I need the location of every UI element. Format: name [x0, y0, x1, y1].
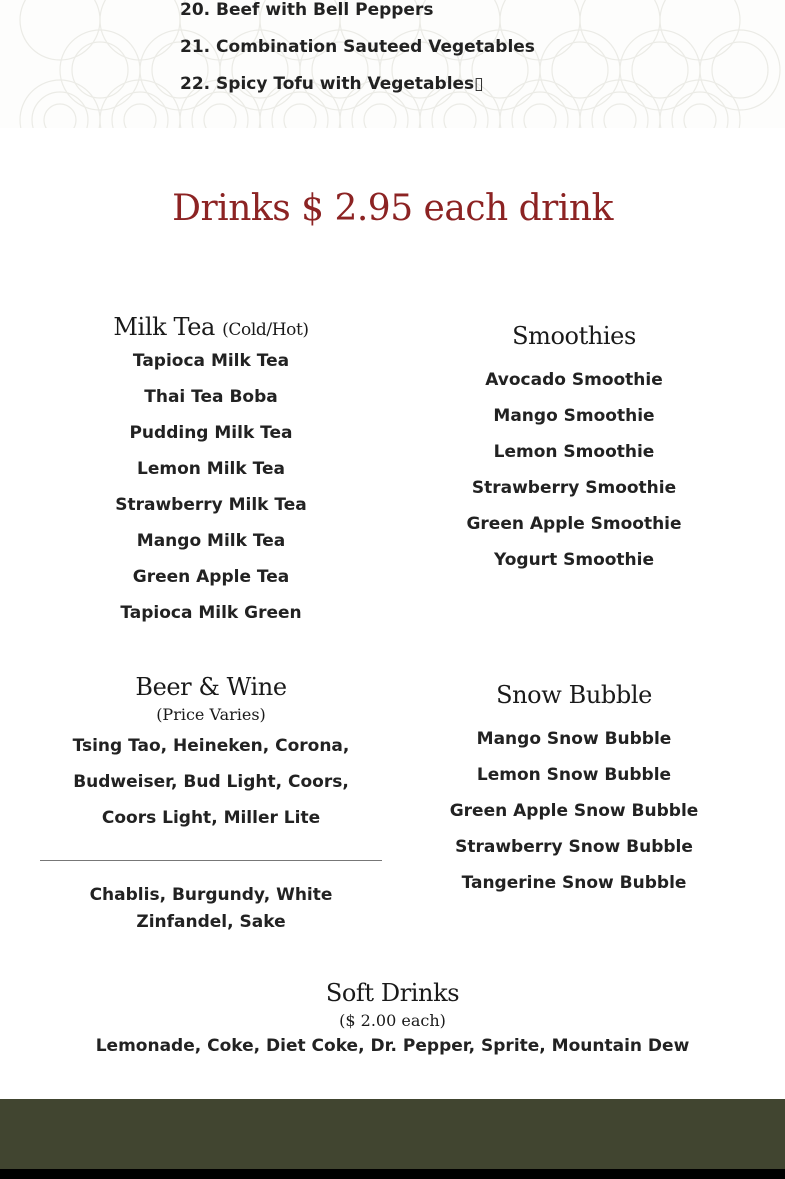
smoothies-list: [403, 362, 745, 578]
beer-wine-heading: Beer & Wine: [135, 673, 287, 701]
soft-drinks-note: ($ 2.00 each): [339, 1011, 446, 1030]
footer-bottom-bar: [0, 1169, 785, 1179]
menu-item: Tapioca Milk Green: [120, 603, 302, 623]
wine-section: [40, 882, 382, 936]
drinks-heading: Drinks $ 2.95 each drink: [172, 188, 613, 229]
menu-list-item: 21. Combination Sauteed Vegetables: [180, 37, 535, 57]
soft-drinks-section: [0, 979, 785, 1064]
beer-list: Tsing Tao, Heineken, Corona, Budweiser, Bud Light, Coors, Coors Light, Miller Lite: [72, 736, 350, 828]
menu-item: Lemon Snow Bubble: [476, 765, 672, 785]
menu-item: Avocado Smoothie: [485, 370, 663, 390]
snow-bubble-heading: Snow Bubble: [496, 681, 652, 709]
menu-item: Green Apple Smoothie: [466, 514, 682, 534]
menu-item: Green Apple Tea: [132, 567, 290, 587]
wine-list: Chablis, Burgundy, White Zinfandel, Sake: [89, 885, 333, 932]
milk-tea-list: [40, 343, 382, 631]
menu-item: Tapioca Milk Tea: [132, 351, 290, 371]
menu-item: Strawberry Milk Tea: [115, 495, 307, 515]
menu-item: Green Apple Snow Bubble: [449, 801, 699, 821]
snow-bubble-section: [403, 681, 745, 901]
menu-item: Mango Snow Bubble: [476, 729, 672, 749]
beer-wine-note: (Price Varies): [156, 705, 266, 724]
soft-drinks-list: Lemonade, Coke, Diet Coke, Dr. Pepper, Sprite, Mountain Dew: [95, 1036, 690, 1056]
smoothies-section: [403, 322, 745, 578]
menu-item: Strawberry Snow Bubble: [455, 837, 693, 857]
milk-tea-note: (Cold/Hot): [222, 320, 309, 340]
smoothies-heading: Smoothies: [512, 322, 636, 350]
milk-tea-section: [40, 313, 382, 631]
menu-item: Tangerine Snow Bubble: [461, 873, 687, 893]
menu-list-item: 20. Beef with Bell Peppers: [180, 0, 434, 20]
milk-tea-title: Milk Tea: [113, 313, 215, 341]
snow-bubble-list: [403, 721, 745, 901]
menu-item: Mango Milk Tea: [136, 531, 286, 551]
menu-item: Lemon Milk Tea: [137, 459, 285, 479]
milk-tea-heading: [40, 313, 382, 341]
soft-drinks-heading: Soft Drinks: [325, 979, 460, 1007]
menu-item: Yogurt Smoothie: [493, 550, 655, 570]
beer-wine-section: [40, 673, 382, 836]
menu-item: Thai Tea Boba: [144, 387, 278, 407]
menu-item: Pudding Milk Tea: [129, 423, 293, 443]
menu-item: Mango Smoothie: [493, 406, 655, 426]
divider: [40, 860, 382, 861]
footer-band: [0, 1099, 785, 1169]
menu-item: Strawberry Smoothie: [471, 478, 677, 498]
menu-item: Lemon Smoothie: [493, 442, 655, 462]
menu-list-item: 22. Spicy Tofu with Vegetables▯: [180, 74, 484, 94]
